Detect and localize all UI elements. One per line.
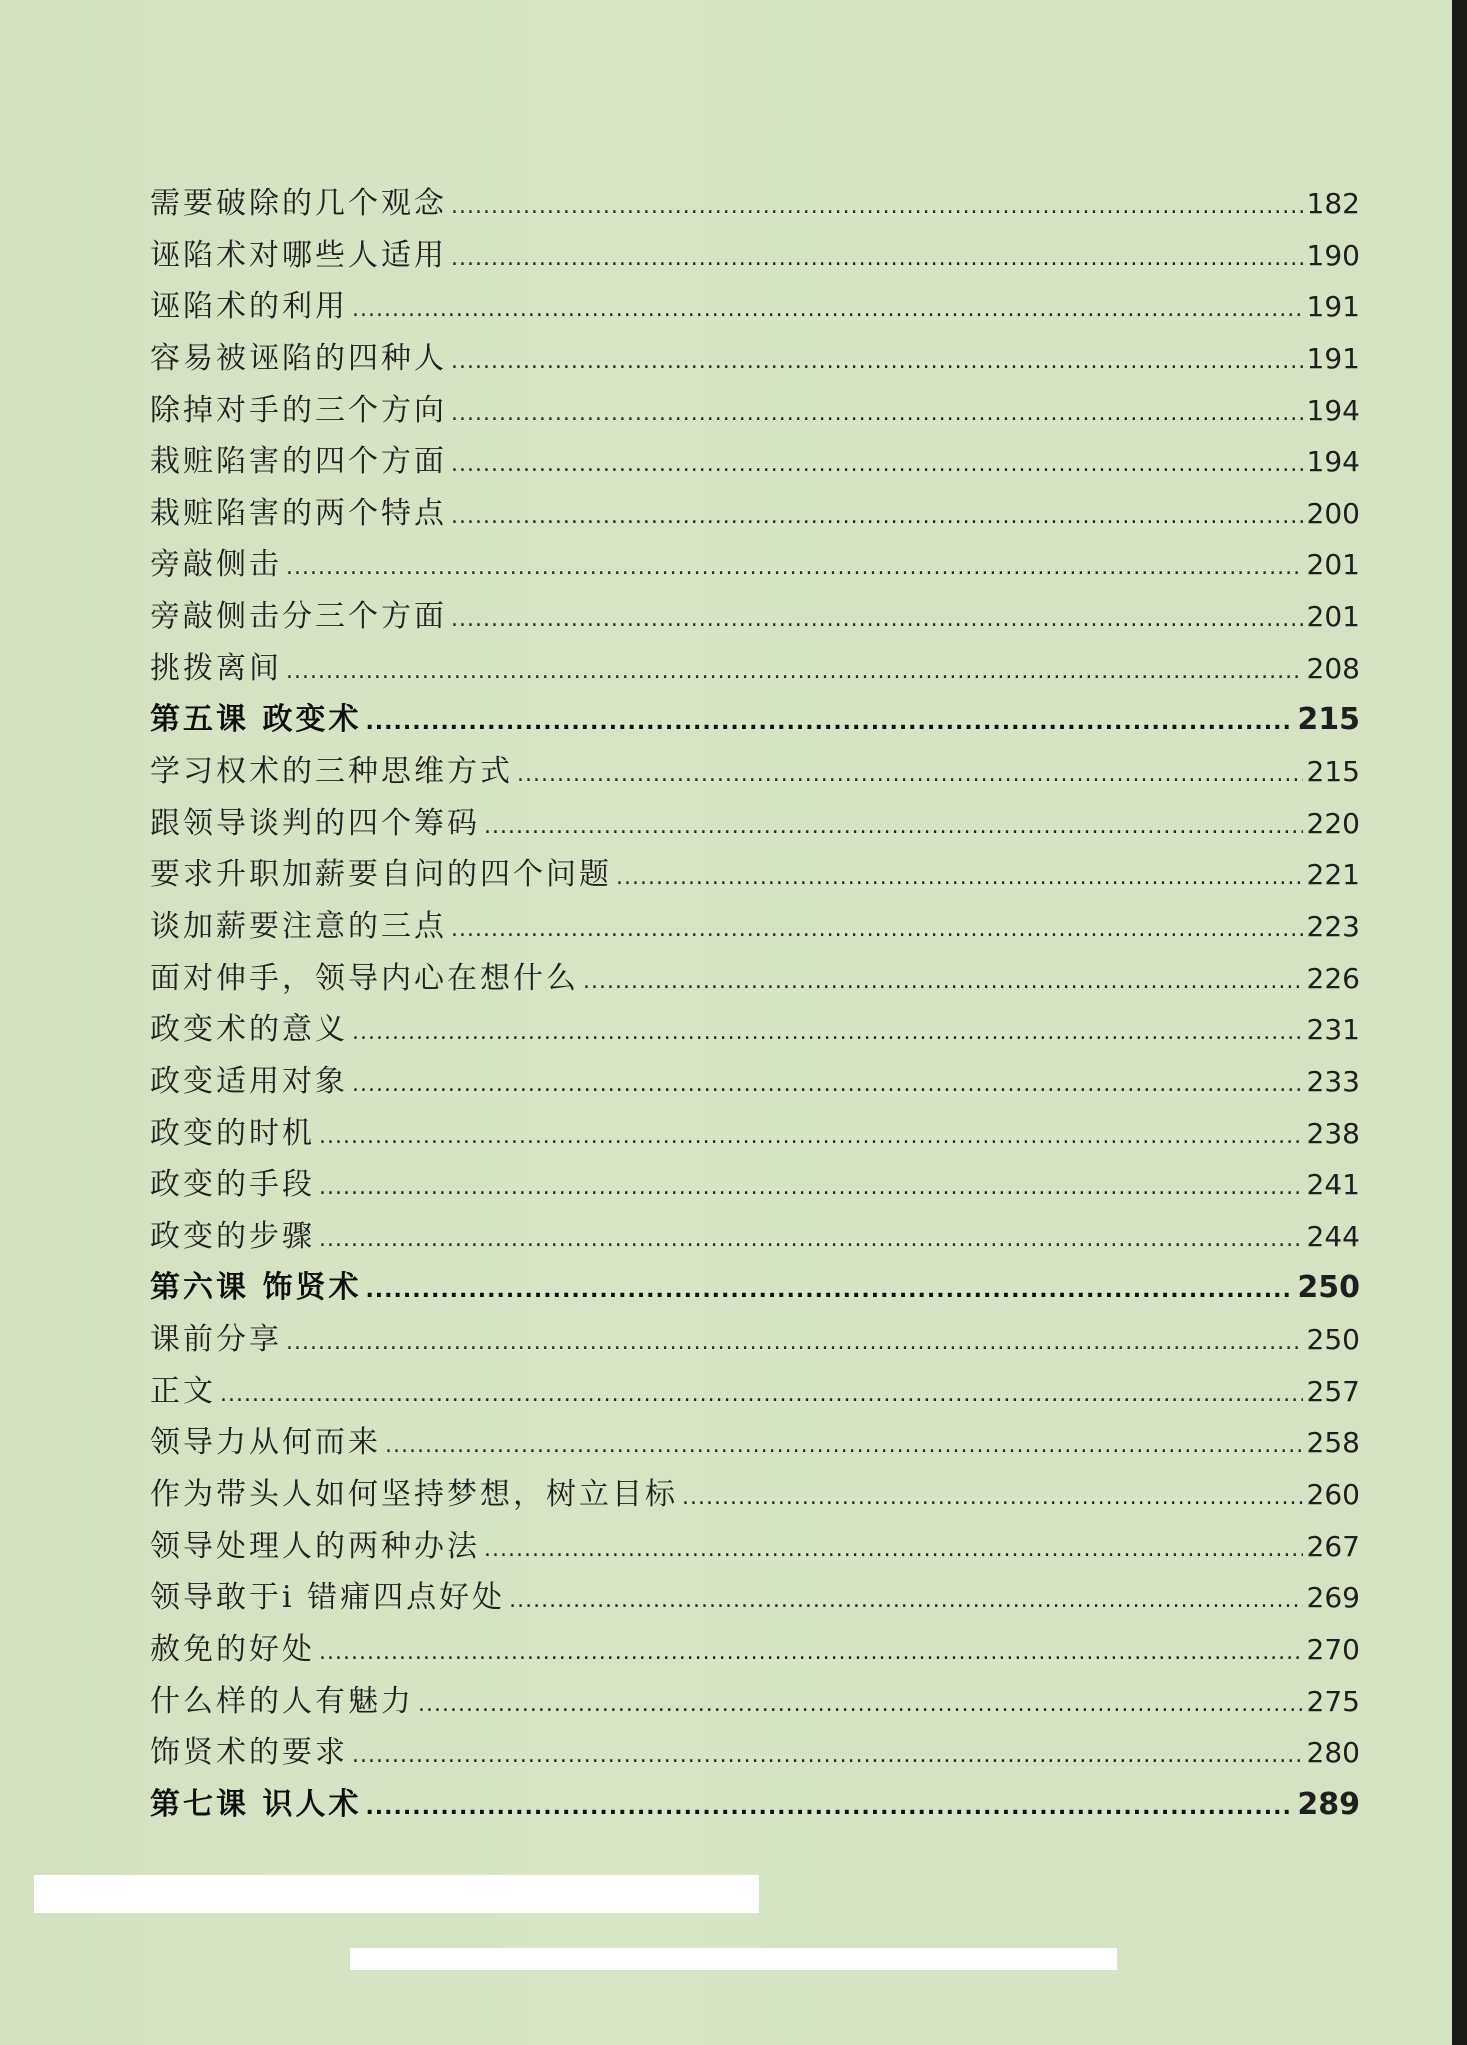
toc-leader-dots [451,452,1303,477]
toc-entry-page: 250 [1297,1270,1360,1306]
toc-entry-title: 政变的时机 [150,1115,315,1151]
toc-entry-title: 作为带头人如何坚持梦想，树立目标 [150,1477,678,1513]
toc-entry-page: 200 [1306,496,1360,530]
toc-leader-dots [616,865,1303,890]
toc-entry [150,1211,1360,1263]
scan-edge [1452,0,1467,2045]
toc-entry-page: 221 [1306,858,1360,892]
toc-entry-page: 267 [1306,1529,1360,1563]
toc-leader-dots [319,1175,1303,1200]
toc-entry-title: 第七课 识人术 [150,1786,362,1822]
toc-entry-page: 238 [1306,1116,1360,1150]
toc-entry-title: 跟领导谈判的四个筹码 [150,805,480,841]
toc-leader-dots [451,194,1303,219]
toc-entry [150,1521,1360,1573]
toc-entry-page: 257 [1306,1374,1360,1408]
toc-entry-title: 诬陷术的利用 [150,289,348,325]
toc-entry [150,281,1360,333]
toc-entry [150,178,1360,230]
toc-entry-page: 190 [1306,238,1360,272]
toc-entry-title: 正文 [150,1373,216,1409]
toc-entry-title: 第六课 饰贤术 [150,1270,362,1306]
toc-entry [150,488,1360,540]
toc-leader-dots [286,555,1303,580]
toc-entry-page: 289 [1297,1786,1360,1822]
redaction-bar-top [34,1875,759,1913]
toc-entry [150,1108,1360,1160]
toc-entry-title: 需要破除的几个观念 [150,186,447,221]
toc-leader-dots [365,1278,1293,1303]
toc-entry-title: 容易被诬陷的四种人 [150,340,447,376]
toc-leader-dots [509,1588,1302,1613]
toc-leader-dots [365,710,1293,735]
toc-chapter-entry [150,694,1360,746]
toc-entry-title: 政变适用对象 [150,1063,348,1099]
toc-entry [150,901,1360,953]
toc-entry-title: 旁敲侧击 [150,547,282,583]
toc-entry-title: 学习权术的三种思维方式 [150,754,513,790]
toc-leader-dots [319,1640,1303,1665]
toc-leader-dots [319,1124,1303,1149]
table-of-contents [150,178,1360,1831]
toc-entry-page: 231 [1306,1013,1360,1047]
toc-leader-dots [385,1433,1303,1458]
toc-leader-dots [418,1692,1303,1717]
toc-entry-title: 饰贤术的要求 [150,1735,348,1771]
toc-entry-title: 面对伸手，领导内心在想什么 [150,960,579,996]
toc-entry [150,1624,1360,1676]
toc-entry-title: 栽赃陷害的两个特点 [150,495,447,531]
toc-chapter-entry [150,1262,1360,1314]
toc-leader-dots [484,1537,1303,1562]
toc-entry-title: 栽赃陷害的四个方面 [150,444,447,480]
toc-leader-dots [286,1330,1303,1355]
toc-entry-page: 275 [1306,1684,1360,1718]
toc-entry-title: 除掉对手的三个方向 [150,392,447,428]
toc-leader-dots [286,659,1303,684]
toc-entry-title: 要求升职加薪要自问的四个问题 [150,857,612,893]
toc-leader-dots [352,1743,1303,1768]
toc-leader-dots [583,969,1303,994]
toc-entry [150,591,1360,643]
toc-entry [150,1727,1360,1779]
toc-entry-page: 208 [1306,651,1360,685]
toc-entry-title: 领导处理人的两种办法 [150,1528,480,1564]
toc-entry [150,1676,1360,1728]
toc-entry-page: 215 [1297,702,1360,738]
toc-entry-page: 220 [1306,806,1360,840]
toc-entry [150,333,1360,385]
toc-entry-page: 182 [1306,187,1360,220]
toc-leader-dots [451,349,1303,374]
toc-leader-dots [517,762,1303,787]
toc-entry-title: 第五课 政变术 [150,702,362,738]
toc-entry-title: 赦免的好处 [150,1631,315,1667]
toc-entry [150,1159,1360,1211]
toc-entry [150,539,1360,591]
toc-entry-page: 244 [1306,1219,1360,1253]
toc-entry-page: 201 [1306,548,1360,582]
toc-leader-dots [451,401,1303,426]
toc-entry [150,798,1360,850]
toc-entry [150,849,1360,901]
toc-leader-dots [319,1227,1303,1252]
toc-entry [150,1004,1360,1056]
toc-leader-dots [352,297,1303,322]
toc-leader-dots [484,814,1303,839]
toc-entry-title: 领导敢于i 错痡四点好处 [150,1580,506,1616]
toc-leader-dots [682,1485,1303,1510]
toc-entry [150,1572,1360,1624]
toc-entry [150,953,1360,1005]
toc-entry [150,385,1360,437]
toc-entry-page: 233 [1306,1064,1360,1098]
redaction-bar-bottom [350,1948,1117,1970]
toc-leader-dots [365,1795,1293,1820]
toc-entry [150,643,1360,695]
toc-entry [150,436,1360,488]
toc-entry-page: 260 [1306,1478,1360,1512]
toc-entry [150,1056,1360,1108]
toc-entry-title: 挑拨离间 [150,650,282,686]
toc-entry-page: 191 [1306,290,1360,324]
toc-entry-page: 223 [1306,909,1360,943]
toc-entry-page: 226 [1306,961,1360,995]
toc-leader-dots [451,917,1303,942]
toc-entry-page: 250 [1306,1323,1360,1357]
toc-entry-title: 诬陷术对哪些人适用 [150,237,447,273]
toc-entry-title: 什么样的人有魅力 [150,1683,414,1719]
toc-entry [150,1417,1360,1469]
toc-entry [150,230,1360,282]
toc-leader-dots [451,246,1303,271]
toc-leader-dots [451,607,1303,632]
toc-entry-page: 194 [1306,393,1360,427]
toc-entry-page: 241 [1306,1168,1360,1202]
toc-entry-page: 191 [1306,341,1360,375]
toc-entry-title: 课前分享 [150,1322,282,1358]
toc-entry [150,1469,1360,1521]
toc-chapter-entry [150,1779,1360,1831]
toc-leader-dots [352,1072,1303,1097]
toc-entry-title: 政变的步骤 [150,1218,315,1254]
toc-entry-title: 领导力从何而来 [150,1425,381,1461]
toc-entry-page: 215 [1306,755,1360,789]
toc-entry [150,1366,1360,1418]
toc-leader-dots [220,1382,1303,1407]
toc-entry-title: 旁敲侧击分三个方面 [150,599,447,635]
toc-entry-page: 280 [1306,1736,1360,1770]
toc-entry [150,1314,1360,1366]
toc-entry-page: 258 [1306,1426,1360,1460]
toc-entry-page: 270 [1306,1632,1360,1666]
toc-entry [150,746,1360,798]
toc-entry-title: 政变术的意义 [150,1012,348,1048]
toc-entry-page: 269 [1306,1581,1360,1615]
toc-entry-page: 201 [1306,600,1360,634]
toc-leader-dots [352,1020,1303,1045]
toc-entry-title: 谈加薪要注意的三点 [150,908,447,944]
toc-entry-title: 政变的手段 [150,1167,315,1203]
toc-leader-dots [451,504,1303,529]
toc-entry-page: 194 [1306,445,1360,479]
